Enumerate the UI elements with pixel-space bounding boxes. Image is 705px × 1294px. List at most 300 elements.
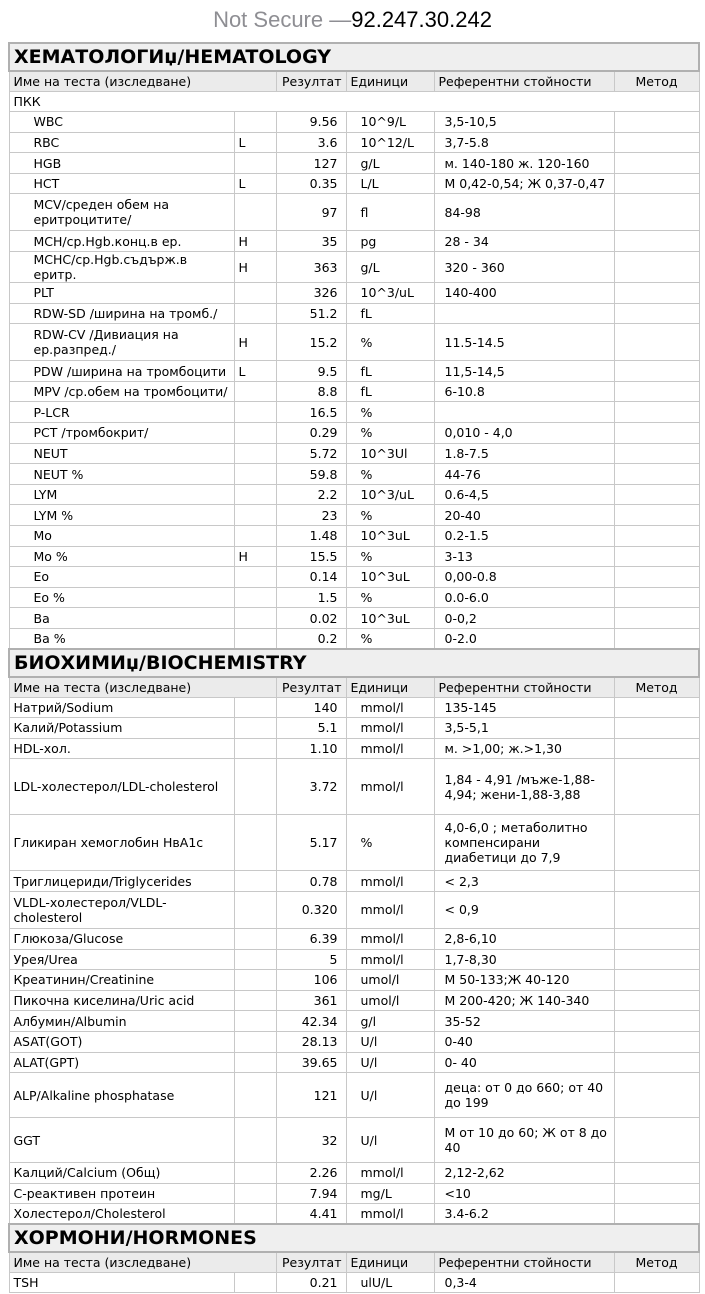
- test-name: Ba %: [9, 628, 234, 649]
- method-cell: [614, 1183, 699, 1204]
- result-flag: [234, 928, 276, 949]
- table-row: [9, 1204, 699, 1225]
- table-row: [9, 112, 699, 133]
- method-cell: [614, 1163, 699, 1184]
- result-flag: [234, 718, 276, 739]
- method-cell: [614, 324, 699, 361]
- result-value: 0.21: [276, 1272, 346, 1293]
- table-row: [9, 1052, 699, 1073]
- result-unit: %: [346, 464, 434, 485]
- table-row: [9, 464, 699, 485]
- method-cell: [614, 303, 699, 324]
- result-unit: 10^3uL: [346, 608, 434, 629]
- reference-range: М 50-133;Ж 40-120: [434, 970, 614, 991]
- section-title: ХОРМОНИ/HORMONES: [9, 1224, 699, 1252]
- test-name: MPV /ср.обем на тромбоцити/: [9, 381, 234, 402]
- column-header-row: [9, 71, 699, 91]
- result-flag: [234, 112, 276, 133]
- result-value: 326: [276, 283, 346, 304]
- result-value: 140: [276, 697, 346, 718]
- result-value: 0.29: [276, 423, 346, 444]
- method-cell: [614, 587, 699, 608]
- reference-range: [434, 402, 614, 423]
- table-row: [9, 402, 699, 423]
- test-name: PCT /тромбокрит/: [9, 423, 234, 444]
- result-value: 3.6: [276, 132, 346, 153]
- test-name: Пикочна киселина/Uric acid: [9, 990, 234, 1011]
- method-cell: [614, 484, 699, 505]
- result-flag: [234, 1118, 276, 1163]
- result-unit: U/l: [346, 1118, 434, 1163]
- reference-range: 0,00-0.8: [434, 567, 614, 588]
- table-row: [9, 283, 699, 304]
- result-flag: H: [234, 231, 276, 252]
- header-method: Метод: [614, 1252, 699, 1272]
- result-value: 0.02: [276, 608, 346, 629]
- result-flag: H: [234, 252, 276, 283]
- result-flag: [234, 526, 276, 547]
- reference-range: 1,7-8,30: [434, 949, 614, 970]
- result-value: 59.8: [276, 464, 346, 485]
- header-reference: Референтни стойности: [434, 1252, 614, 1272]
- result-flag: H: [234, 546, 276, 567]
- test-name: HGB: [9, 153, 234, 174]
- result-unit: %: [346, 815, 434, 871]
- result-unit: %: [346, 324, 434, 361]
- result-unit: g/L: [346, 252, 434, 283]
- result-flag: [234, 464, 276, 485]
- result-value: 15.5: [276, 546, 346, 567]
- result-flag: [234, 1272, 276, 1293]
- table-row: [9, 505, 699, 526]
- method-cell: [614, 231, 699, 252]
- method-cell: [614, 891, 699, 928]
- reference-range: 35-52: [434, 1011, 614, 1032]
- method-cell: [614, 970, 699, 991]
- table-row: [9, 697, 699, 718]
- result-flag: [234, 697, 276, 718]
- header-reference: Референтни стойности: [434, 677, 614, 697]
- result-value: 5.72: [276, 443, 346, 464]
- result-flag: [234, 949, 276, 970]
- result-flag: L: [234, 132, 276, 153]
- method-cell: [614, 738, 699, 759]
- biochemistry-section-header: [9, 649, 699, 677]
- table-row: [9, 608, 699, 629]
- result-value: 8.8: [276, 381, 346, 402]
- table-row: [9, 252, 699, 283]
- table-row: [9, 132, 699, 153]
- result-flag: [234, 484, 276, 505]
- result-value: 6.39: [276, 928, 346, 949]
- section-title: ХЕМАТОЛОГИџ/HEMATOLOGY: [9, 43, 699, 71]
- result-unit: 10^3/uL: [346, 484, 434, 505]
- result-value: 1.48: [276, 526, 346, 547]
- test-name: Калий/Potassium: [9, 718, 234, 739]
- header-units: Единици: [346, 71, 434, 91]
- result-value: 7.94: [276, 1183, 346, 1204]
- test-name: Триглицериди/Triglycerides: [9, 871, 234, 892]
- test-name: ALP/Alkaline phosphatase: [9, 1073, 234, 1118]
- reference-range: м. 140-180 ж. 120-160: [434, 153, 614, 174]
- result-value: 9.5: [276, 361, 346, 382]
- result-unit: %: [346, 587, 434, 608]
- reference-range: [434, 303, 614, 324]
- result-flag: H: [234, 324, 276, 361]
- result-value: 42.34: [276, 1011, 346, 1032]
- result-value: 2.26: [276, 1163, 346, 1184]
- method-cell: [614, 381, 699, 402]
- result-value: 1.5: [276, 587, 346, 608]
- result-value: 35: [276, 231, 346, 252]
- test-name: LDL-холестерол/LDL-cholesterol: [9, 759, 234, 815]
- test-name: NEUT: [9, 443, 234, 464]
- result-flag: [234, 891, 276, 928]
- table-row: [9, 990, 699, 1011]
- reference-range: 0- 40: [434, 1052, 614, 1073]
- header-units: Единици: [346, 677, 434, 697]
- result-value: 9.56: [276, 112, 346, 133]
- result-flag: [234, 1073, 276, 1118]
- result-flag: [234, 738, 276, 759]
- table-row: [9, 1163, 699, 1184]
- result-value: 121: [276, 1073, 346, 1118]
- table-row: [9, 443, 699, 464]
- result-unit: mmol/l: [346, 1204, 434, 1225]
- table-row: [9, 815, 699, 871]
- table-row: [9, 1183, 699, 1204]
- reference-range: 0.0-6.0: [434, 587, 614, 608]
- reference-range: 3.4-6.2: [434, 1204, 614, 1225]
- reference-range: 1,84 - 4,91 /мъже-1,88-4,94; жени-1,88-3,88: [434, 759, 614, 815]
- method-cell: [614, 112, 699, 133]
- test-name: VLDL-холестерол/VLDL-cholesterol: [9, 891, 234, 928]
- result-unit: mmol/l: [346, 949, 434, 970]
- result-flag: [234, 815, 276, 871]
- reference-range: 11,5-14,5: [434, 361, 614, 382]
- result-flag: [234, 1163, 276, 1184]
- reference-range: 1.8-7.5: [434, 443, 614, 464]
- reference-range: 44-76: [434, 464, 614, 485]
- result-value: 2.2: [276, 484, 346, 505]
- result-flag: [234, 628, 276, 649]
- table-row: [9, 381, 699, 402]
- test-name: Холестерол/Cholesterol: [9, 1204, 234, 1225]
- lab-report: [8, 42, 698, 1293]
- result-unit: mmol/l: [346, 759, 434, 815]
- result-value: 5.1: [276, 718, 346, 739]
- reference-range: 4,0-6,0 ; метаболитно компенсирани диабетици до 7,9: [434, 815, 614, 871]
- result-unit: %: [346, 628, 434, 649]
- result-flag: [234, 443, 276, 464]
- not-secure-label: Not Secure —: [213, 7, 352, 32]
- reference-range: 20-40: [434, 505, 614, 526]
- table-row: [9, 194, 699, 231]
- result-value: 97: [276, 194, 346, 231]
- test-name: Mo %: [9, 546, 234, 567]
- reference-range: 2,12-2,62: [434, 1163, 614, 1184]
- method-cell: [614, 173, 699, 194]
- reference-range: деца: от 0 до 660; от 40 до 199: [434, 1073, 614, 1118]
- method-cell: [614, 132, 699, 153]
- test-name: Натрий/Sodium: [9, 697, 234, 718]
- header-result: Резултат: [276, 1252, 346, 1272]
- header-result: Резултат: [276, 71, 346, 91]
- header-test-name: Име на теста (изследване): [9, 677, 276, 697]
- method-cell: [614, 759, 699, 815]
- method-cell: [614, 252, 699, 283]
- test-name: NEUT %: [9, 464, 234, 485]
- header-result: Резултат: [276, 677, 346, 697]
- test-name: Креатинин/Creatinine: [9, 970, 234, 991]
- header-test-name: Име на теста (изследване): [9, 1252, 276, 1272]
- reference-range: < 0,9: [434, 891, 614, 928]
- method-cell: [614, 526, 699, 547]
- method-cell: [614, 361, 699, 382]
- test-name: Глюкоза/Glucose: [9, 928, 234, 949]
- table-row: [9, 1011, 699, 1032]
- test-name: MCH/ср.Hgb.конц.в ер.: [9, 231, 234, 252]
- method-cell: [614, 153, 699, 174]
- group-label: ПКК: [9, 91, 699, 112]
- header-method: Метод: [614, 71, 699, 91]
- reference-range: 3,7-5.8: [434, 132, 614, 153]
- result-unit: mmol/l: [346, 738, 434, 759]
- result-unit: fl: [346, 194, 434, 231]
- result-unit: L/L: [346, 173, 434, 194]
- result-unit: g/l: [346, 1011, 434, 1032]
- result-unit: umol/l: [346, 990, 434, 1011]
- result-value: 39.65: [276, 1052, 346, 1073]
- method-cell: [614, 1052, 699, 1073]
- address-bar[interactable]: [0, 0, 705, 40]
- table-row: [9, 361, 699, 382]
- table-row: [9, 546, 699, 567]
- method-cell: [614, 697, 699, 718]
- table-row: [9, 587, 699, 608]
- table-row: [9, 928, 699, 949]
- test-name: Албумин/Albumin: [9, 1011, 234, 1032]
- result-flag: [234, 990, 276, 1011]
- result-value: 127: [276, 153, 346, 174]
- test-name: GGT: [9, 1118, 234, 1163]
- method-cell: [614, 1031, 699, 1052]
- result-unit: mmol/l: [346, 871, 434, 892]
- table-row: [9, 891, 699, 928]
- result-unit: 10^3/uL: [346, 283, 434, 304]
- result-flag: [234, 970, 276, 991]
- result-unit: U/l: [346, 1052, 434, 1073]
- test-name: Урея/Urea: [9, 949, 234, 970]
- reference-range: 0,010 - 4,0: [434, 423, 614, 444]
- result-value: 4.41: [276, 1204, 346, 1225]
- test-name: ALAT(GPT): [9, 1052, 234, 1073]
- result-unit: U/l: [346, 1031, 434, 1052]
- result-unit: mg/L: [346, 1183, 434, 1204]
- reference-range: <10: [434, 1183, 614, 1204]
- result-flag: L: [234, 361, 276, 382]
- hematology-section-header: [9, 43, 699, 71]
- reference-range: 3-13: [434, 546, 614, 567]
- method-cell: [614, 283, 699, 304]
- test-name: Eo: [9, 567, 234, 588]
- method-cell: [614, 443, 699, 464]
- table-row: [9, 949, 699, 970]
- test-name: TSH: [9, 1272, 234, 1293]
- reference-range: 0.6-4,5: [434, 484, 614, 505]
- result-flag: [234, 1183, 276, 1204]
- result-unit: mmol/l: [346, 1163, 434, 1184]
- table-row: [9, 718, 699, 739]
- hormones-section-header: [9, 1224, 699, 1252]
- method-cell: [614, 608, 699, 629]
- table-row: [9, 231, 699, 252]
- method-cell: [614, 1011, 699, 1032]
- header-reference: Референтни стойности: [434, 71, 614, 91]
- test-name: RDW-SD /ширина на тромб./: [9, 303, 234, 324]
- result-flag: [234, 871, 276, 892]
- method-cell: [614, 1073, 699, 1118]
- result-unit: 10^3uL: [346, 526, 434, 547]
- test-name: MCV/среден обем на еритроцитите/: [9, 194, 234, 231]
- result-flag: [234, 1204, 276, 1225]
- test-name: WBC: [9, 112, 234, 133]
- result-unit: 10^3uL: [346, 567, 434, 588]
- test-name: RDW-CV /Дивиация на ер.разпред./: [9, 324, 234, 361]
- result-value: 16.5: [276, 402, 346, 423]
- table-row: [9, 324, 699, 361]
- test-name: Ba: [9, 608, 234, 629]
- reference-range: 0.2-1.5: [434, 526, 614, 547]
- table-row: [9, 970, 699, 991]
- table-row: [9, 759, 699, 815]
- reference-range: М 200-420; Ж 140-340: [434, 990, 614, 1011]
- result-unit: 10^3Ul: [346, 443, 434, 464]
- test-name: PDW /ширина на тромбоцити: [9, 361, 234, 382]
- result-value: 363: [276, 252, 346, 283]
- test-name: MCHC/ср.Hgb.съдърж.в еритр.: [9, 252, 234, 283]
- result-flag: [234, 1052, 276, 1073]
- reference-range: < 2,3: [434, 871, 614, 892]
- result-unit: %: [346, 505, 434, 526]
- table-row: [9, 303, 699, 324]
- result-flag: [234, 608, 276, 629]
- result-value: 0.2: [276, 628, 346, 649]
- result-unit: pg: [346, 231, 434, 252]
- result-flag: [234, 153, 276, 174]
- table-row: [9, 1118, 699, 1163]
- result-unit: %: [346, 546, 434, 567]
- method-cell: [614, 628, 699, 649]
- result-unit: fL: [346, 381, 434, 402]
- method-cell: [614, 928, 699, 949]
- table-row: [9, 1272, 699, 1293]
- table-row: [9, 526, 699, 547]
- method-cell: [614, 423, 699, 444]
- method-cell: [614, 505, 699, 526]
- result-flag: L: [234, 173, 276, 194]
- table-row: [9, 567, 699, 588]
- result-value: 32: [276, 1118, 346, 1163]
- result-unit: 10^9/L: [346, 112, 434, 133]
- result-flag: [234, 194, 276, 231]
- method-cell: [614, 546, 699, 567]
- reference-range: М от 10 до 60; Ж от 8 до 40: [434, 1118, 614, 1163]
- result-flag: [234, 303, 276, 324]
- result-flag: [234, 423, 276, 444]
- reference-range: 0-40: [434, 1031, 614, 1052]
- result-flag: [234, 587, 276, 608]
- table-row: [9, 484, 699, 505]
- test-name: LYM %: [9, 505, 234, 526]
- header-method: Метод: [614, 677, 699, 697]
- test-name: PLT: [9, 283, 234, 304]
- column-header-row: [9, 677, 699, 697]
- method-cell: [614, 1272, 699, 1293]
- reference-range: 140-400: [434, 283, 614, 304]
- result-unit: umol/l: [346, 970, 434, 991]
- reference-range: 0-0,2: [434, 608, 614, 629]
- table-row: [9, 738, 699, 759]
- result-unit: mmol/l: [346, 928, 434, 949]
- method-cell: [614, 402, 699, 423]
- test-name: HCT: [9, 173, 234, 194]
- result-value: 3.72: [276, 759, 346, 815]
- method-cell: [614, 871, 699, 892]
- test-name: RBC: [9, 132, 234, 153]
- url-host: 92.247.30.242: [351, 7, 492, 32]
- result-value: 28.13: [276, 1031, 346, 1052]
- result-flag: [234, 381, 276, 402]
- reference-range: 6-10.8: [434, 381, 614, 402]
- table-row: [9, 423, 699, 444]
- table-row: [9, 628, 699, 649]
- result-value: 51.2: [276, 303, 346, 324]
- method-cell: [614, 949, 699, 970]
- method-cell: [614, 815, 699, 871]
- reference-range: 0,3-4: [434, 1272, 614, 1293]
- method-cell: [614, 194, 699, 231]
- test-name: P-LCR: [9, 402, 234, 423]
- result-unit: fL: [346, 303, 434, 324]
- test-name: Mo: [9, 526, 234, 547]
- reference-range: 2,8-6,10: [434, 928, 614, 949]
- reference-range: 0-2.0: [434, 628, 614, 649]
- result-value: 0.78: [276, 871, 346, 892]
- result-unit: g/L: [346, 153, 434, 174]
- result-flag: [234, 1031, 276, 1052]
- test-name: Eo %: [9, 587, 234, 608]
- method-cell: [614, 567, 699, 588]
- test-name: Гликиран хемоглобин НвА1с: [9, 815, 234, 871]
- table-row: [9, 1031, 699, 1052]
- result-flag: [234, 505, 276, 526]
- reference-range: М 0,42-0,54; Ж 0,37-0,47: [434, 173, 614, 194]
- result-value: 0.35: [276, 173, 346, 194]
- column-header-row: [9, 1252, 699, 1272]
- method-cell: [614, 990, 699, 1011]
- test-name: HDL-хол.: [9, 738, 234, 759]
- result-unit: mmol/l: [346, 891, 434, 928]
- result-flag: [234, 402, 276, 423]
- result-value: 1.10: [276, 738, 346, 759]
- table-row: [9, 173, 699, 194]
- result-value: 0.320: [276, 891, 346, 928]
- method-cell: [614, 718, 699, 739]
- section-title: БИОХИМИџ/BIOCHEMISTRY: [9, 649, 699, 677]
- result-unit: %: [346, 402, 434, 423]
- header-test-name: Име на теста (изследване): [9, 71, 276, 91]
